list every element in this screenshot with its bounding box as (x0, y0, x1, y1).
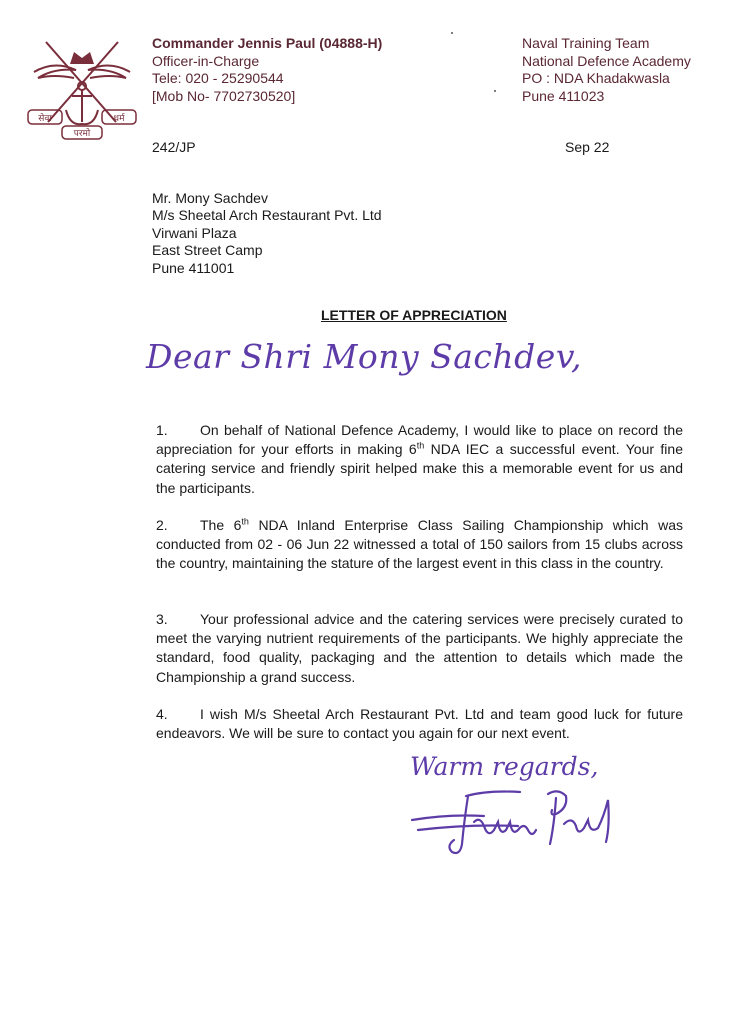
handwritten-salutation: Dear Shri Mony Sachdev, (146, 337, 583, 376)
speck-mark (494, 90, 496, 92)
paragraph-2 (156, 516, 683, 574)
sender-title: Officer-in-Charge (152, 52, 260, 69)
org-line-4: Pune 411023 (522, 87, 605, 104)
recipient-building: Virwani Plaza (152, 224, 237, 241)
recipient-area: East Street Camp (152, 242, 263, 259)
org-line-3: PO : NDA Khadakwasla (522, 70, 670, 86)
ordinal-suffix: th (416, 440, 425, 451)
recipient-name: Mr. Mony Sachdev (152, 190, 268, 206)
sender-name: Commander Jennis Paul (04888-H) (152, 35, 383, 51)
paragraph-4 (156, 705, 683, 743)
paragraph-text: NDA Inland Enterprise Class Sailing Championship which was conducted from 02 - 06 Jun 22 witnessed a total of 150 sailors from 15 clubs across the country, maintaining the stature of the largest event in this class in the country. (156, 517, 683, 572)
ordinal-suffix: th (241, 516, 249, 527)
letterhead-organization (522, 35, 691, 105)
letter-date: Sep 22 (565, 139, 610, 155)
paragraph-text: NDA IEC a successful event. Your fine catering service and friendly spirit helped make this a memorable event for us and the participants. (156, 441, 683, 496)
paragraph-3 (156, 610, 683, 687)
paragraph-text: I wish M/s Sheetal Arch Restaurant Pvt. Ltd and team good luck for future endeavors. We will be sure to contact you again for our next event. (156, 706, 683, 742)
reference-number: 242/JP (152, 139, 196, 155)
sender-mobile: [Mob No- 7702730520] (152, 87, 296, 104)
recipient-address (152, 190, 382, 277)
handwritten-closing: Warm regards, (410, 752, 599, 781)
handwritten-signature-icon (408, 786, 623, 860)
paragraph-number: 1. (156, 422, 168, 438)
org-line-2: National Defence Academy (522, 52, 691, 69)
recipient-company: M/s Sheetal Arch Restaurant Pvt. Ltd (152, 207, 382, 224)
paragraph-number: 4. (156, 706, 168, 722)
crest-bottom-text: परमो (73, 129, 91, 139)
recipient-city: Pune 411001 (152, 259, 235, 276)
sender-tele: Tele: 020 - 25290544 (152, 70, 284, 86)
paragraph-number: 3. (156, 611, 168, 627)
nda-crest-icon (24, 34, 140, 142)
paragraph-text: The 6 (200, 517, 242, 533)
crest-left-text: सेवा (38, 114, 52, 124)
paragraph-text: On behalf of National Defence Academy, I would like to place on record the appreciation for your efforts in making 6 (156, 422, 683, 458)
letterhead-sender (152, 35, 382, 105)
letter-subject: LETTER OF APPRECIATION (321, 307, 507, 323)
speck-mark (451, 32, 453, 34)
org-line-1: Naval Training Team (522, 35, 650, 51)
crest-right-text: धर्म (113, 114, 125, 124)
paragraph-text: Your professional advice and the catering services were precisely curated to meet the varying nutrient requirements of the participants. We highly appreciate the standard, food quality, packaging and the attention to details which made the Championship a grand success. (156, 611, 683, 685)
paragraph-1 (156, 421, 683, 498)
paragraph-number: 2. (156, 517, 168, 533)
